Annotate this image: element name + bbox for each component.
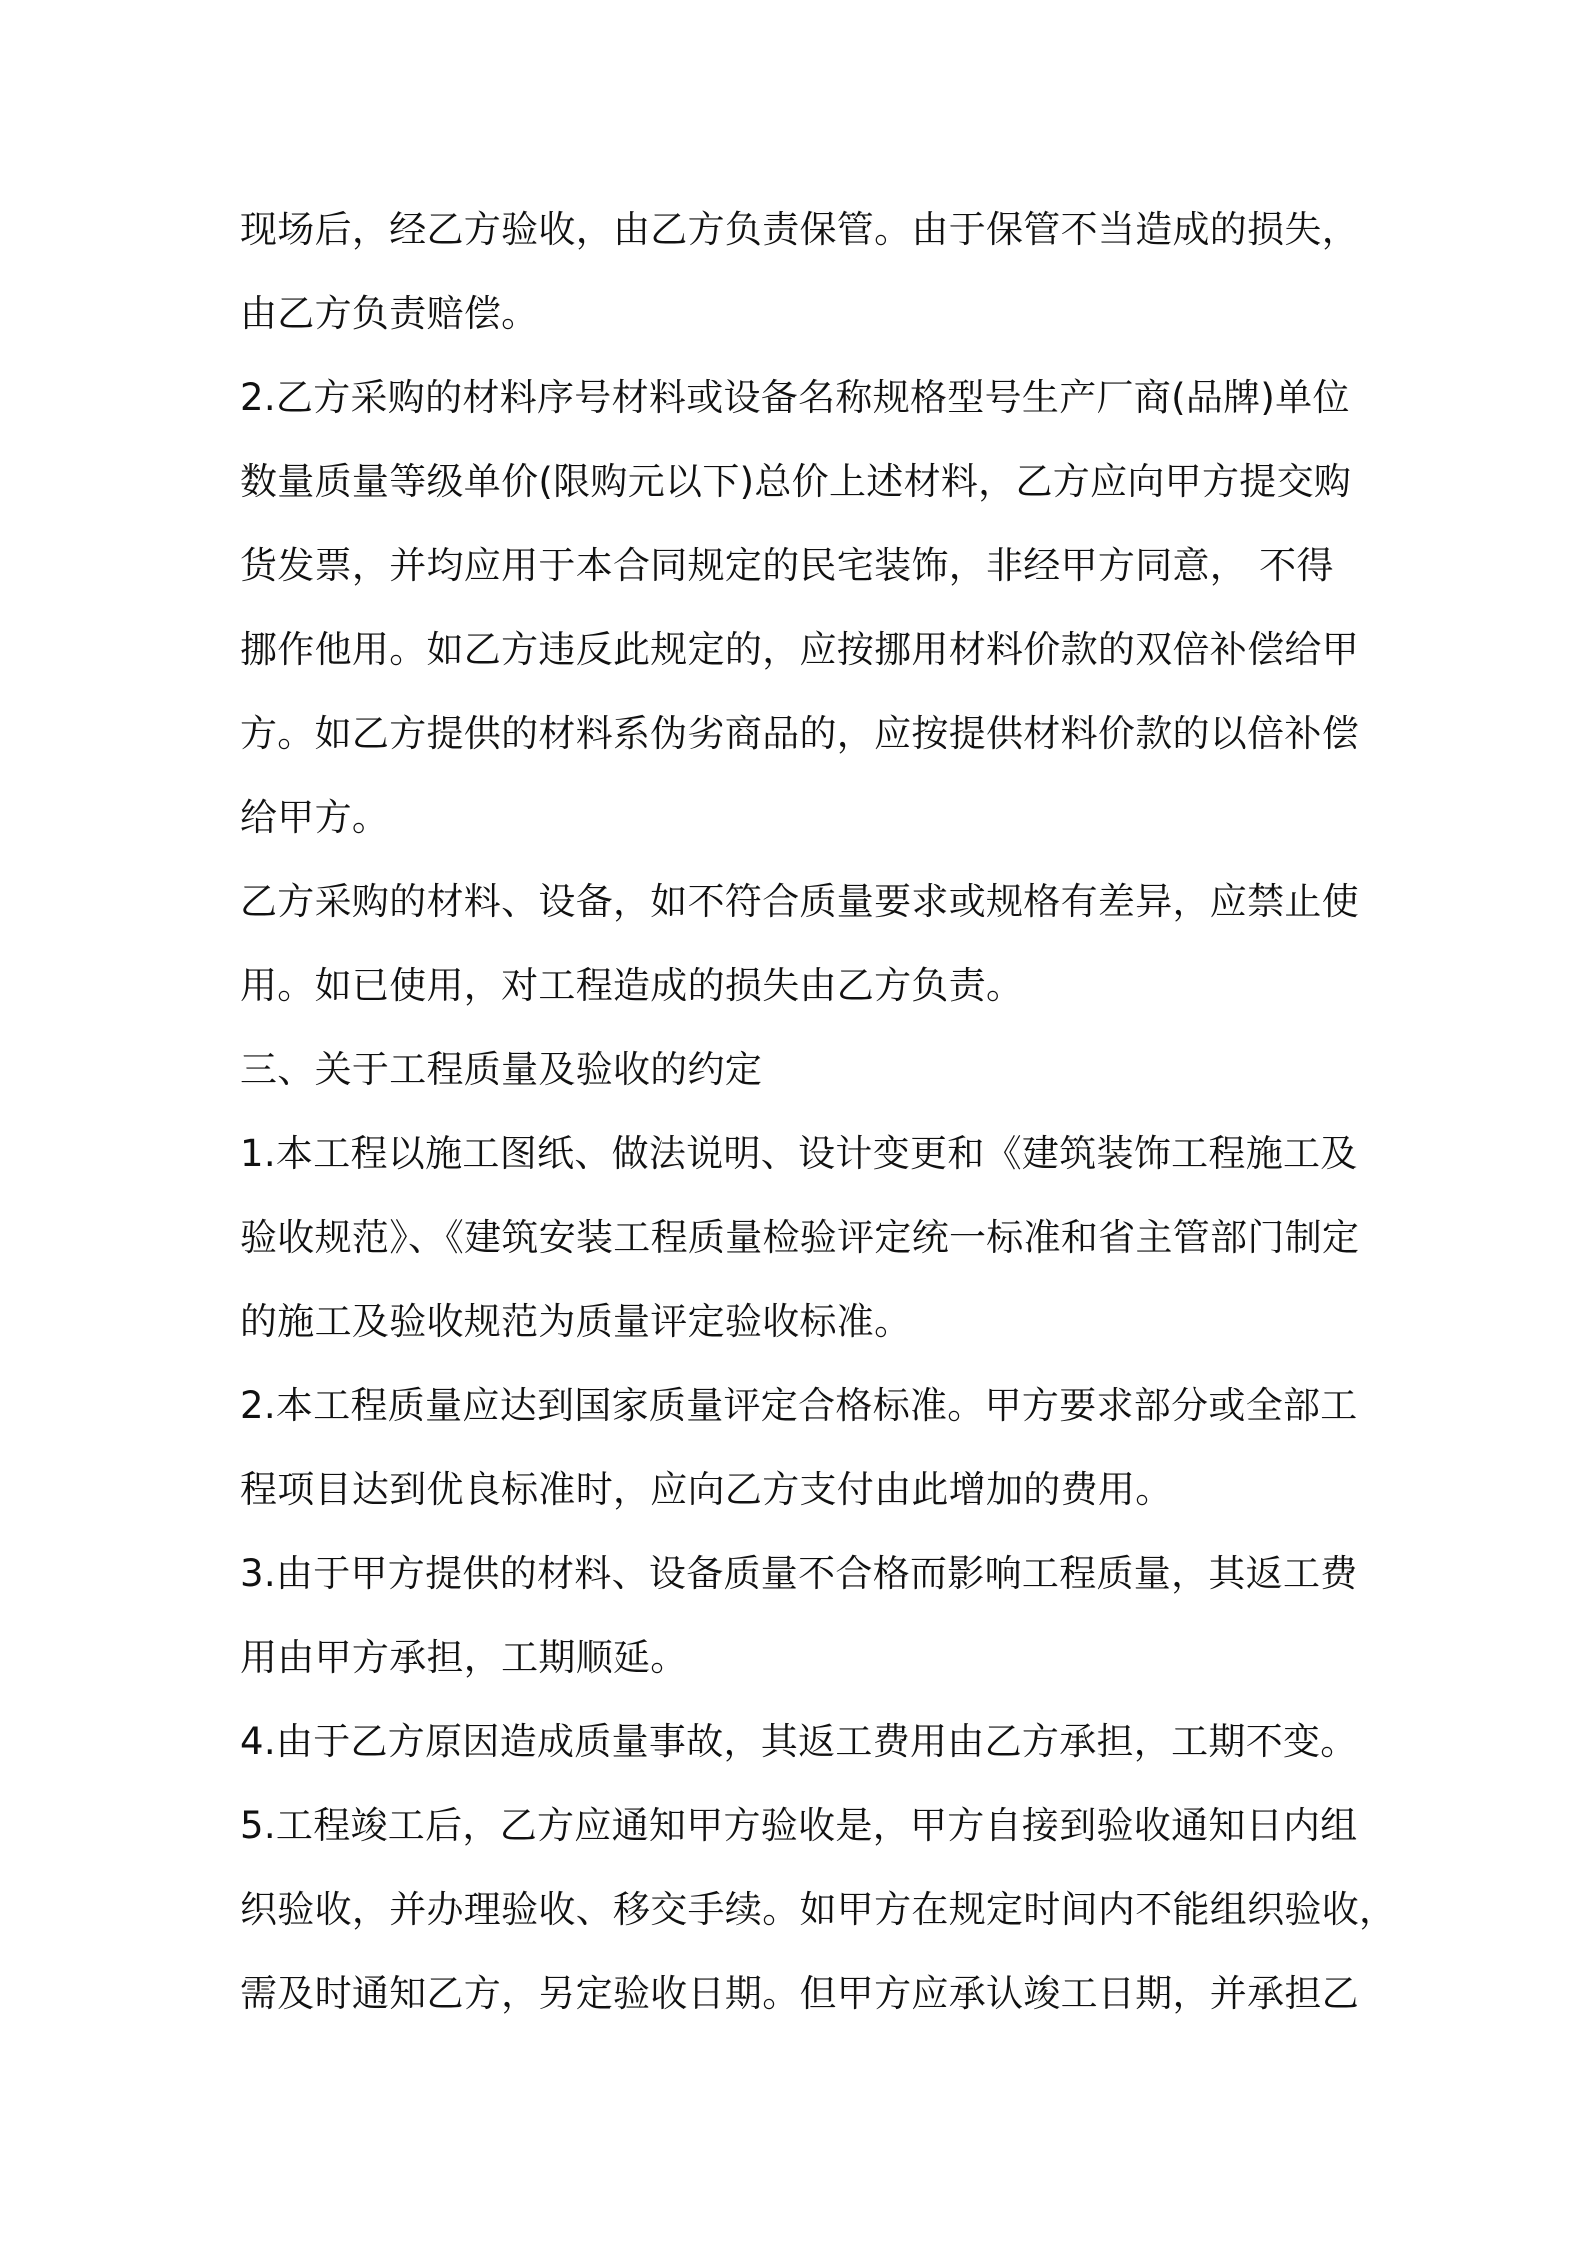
text-line-8: 给甲方。: [240, 796, 390, 839]
text-line-3: 2.乙方采购的材料序号材料或设备名称规格型号生产厂商(品牌)单位: [240, 376, 1350, 419]
text-line-21: 织验收，并办理验收、移交手续。如甲方在规定时间内不能组织验收，: [240, 1888, 1397, 1931]
text-line-13: 验收规范》、《建筑安装工程质量检验评定统一标准和省主管部门制定: [240, 1216, 1360, 1259]
text-line-17: 3.由于甲方提供的材料、设备质量不合格而影响工程质量，其返工费: [240, 1552, 1358, 1595]
text-line-18: 用由甲方承担，工期顺延。: [240, 1636, 688, 1679]
text-line-22: 需及时通知乙方，另定验收日期。但甲方应承认竣工日期，并承担乙: [240, 1972, 1359, 2015]
text-line-4: 数量质量等级单价(限购元以下)总价上述材料，乙方应向甲方提交购: [240, 460, 1352, 503]
text-line-20: 5.工程竣工后，乙方应通知甲方验收是，甲方自接到验收通知日内组: [240, 1804, 1358, 1847]
text-line-16: 程项目达到优良标准时，应向乙方支付由此增加的费用。: [240, 1468, 1173, 1511]
text-line-10: 用。如已使用，对工程造成的损失由乙方负责。: [240, 964, 1024, 1007]
text-line-2: 由乙方负责赔偿。: [240, 292, 539, 335]
text-line-19: 4.由于乙方原因造成质量事故，其返工费用由乙方承担，工期不变。: [240, 1720, 1358, 1763]
text-line-7: 方。如乙方提供的材料系伪劣商品的，应按提供材料价款的以倍补偿: [240, 712, 1359, 755]
text-line-6: 挪作他用。如乙方违反此规定的，应按挪用材料价款的双倍补偿给甲: [240, 628, 1359, 671]
text-line-15: 2.本工程质量应达到国家质量评定合格标准。甲方要求部分或全部工: [240, 1384, 1358, 1427]
section-heading: 三、关于工程质量及验收的约定: [240, 1048, 763, 1091]
text-line-1: 现场后，经乙方验收，由乙方负责保管。由于保管不当造成的损失，: [240, 208, 1359, 251]
document-body: [240, 188, 1397, 2036]
text-line-5: 货发票，并均应用于本合同规定的民宅装饰，非经甲方同意， 不得: [240, 544, 1334, 587]
text-line-9: 乙方采购的材料、设备，如不符合质量要求或规格有差异，应禁止使: [240, 880, 1359, 923]
text-line-12: 1.本工程以施工图纸、做法说明、设计变更和《建筑装饰工程施工及: [240, 1132, 1358, 1175]
text-line-14: 的施工及验收规范为质量评定验收标准。: [240, 1300, 912, 1343]
